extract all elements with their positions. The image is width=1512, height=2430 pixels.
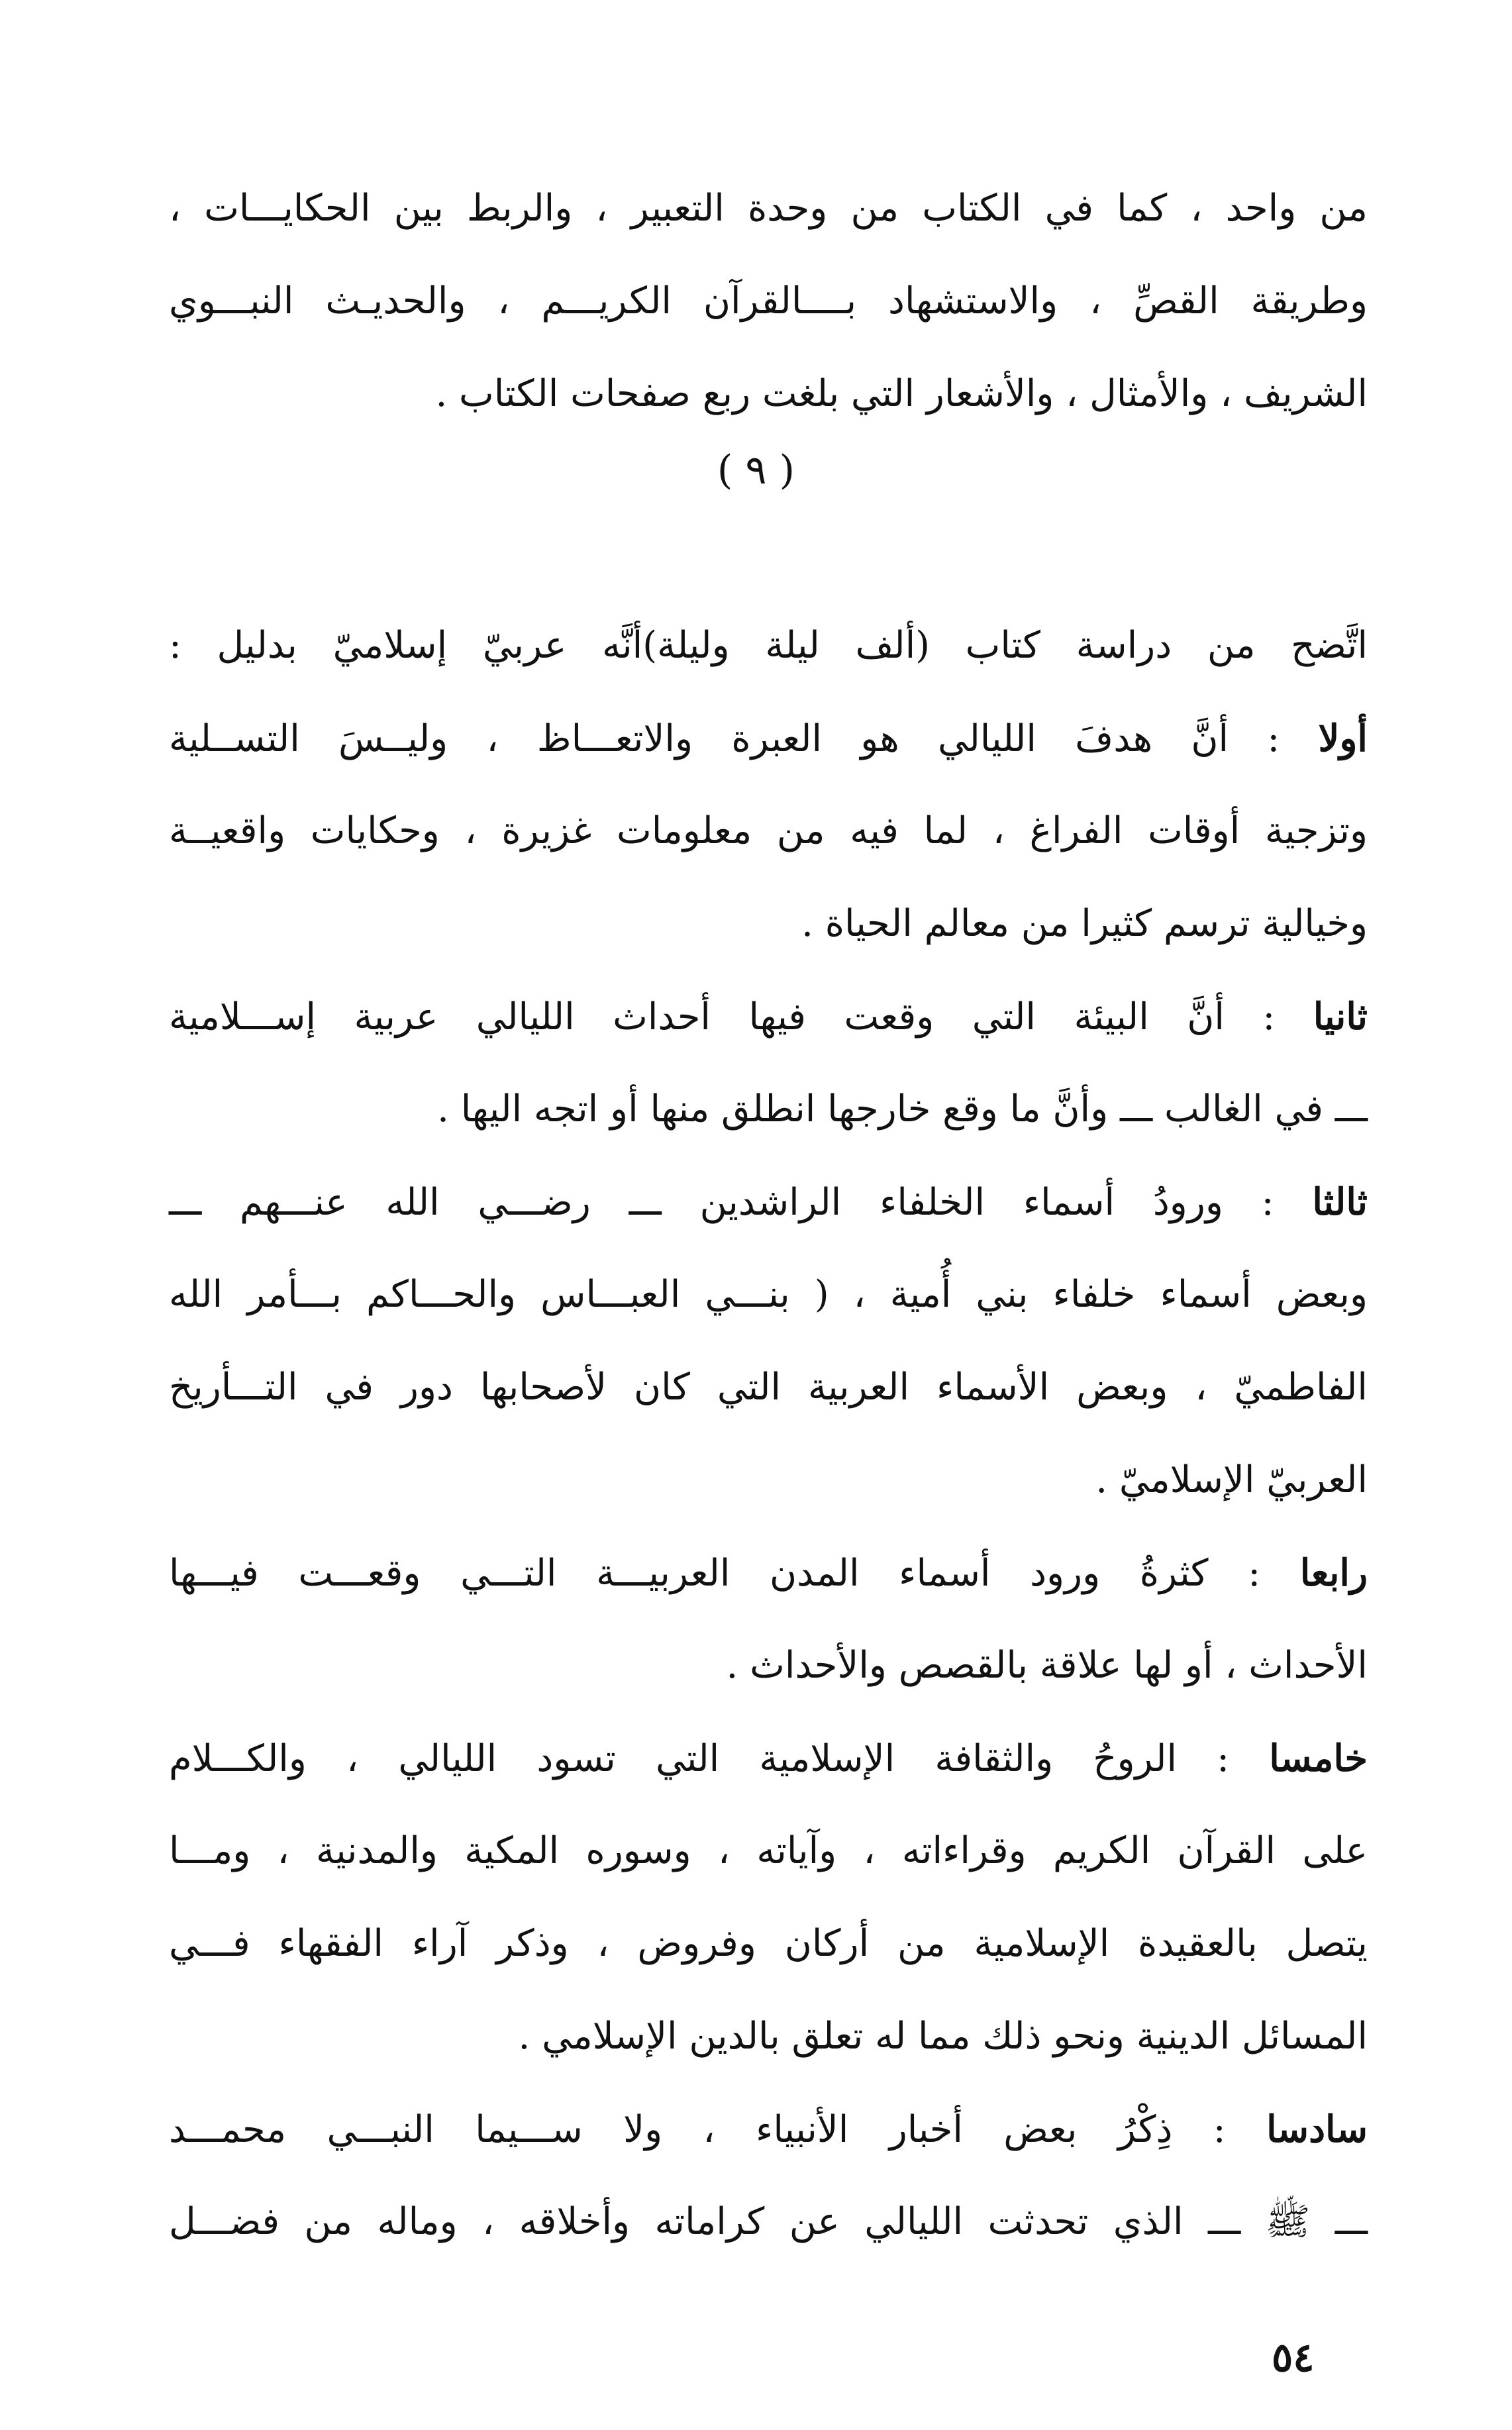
point-line (169, 1527, 1368, 1619)
point-text: : ذِكْرُ بعض أخبار الأنبياء ، ولا ســـيما النبـــي محمـــد (169, 2108, 1226, 2151)
point-line: الفاطميّ ، وبعض الأسماء العربية التي كان لأصحابها دور في التـــأريخ (169, 1366, 1368, 1409)
point-line: وتزجية أوقات الفراغ ، لما فيه من معلومات غزيرة ، وحكايات واقعيــة (169, 809, 1368, 852)
point-term: ثانيا (1313, 995, 1368, 1038)
point-line: وبعض أسماء خلفاء بني أُمية ، ( بنـــي العبـــاس والحـــاكم بـــأمر الله (169, 1273, 1368, 1316)
point-line: يتصل بالعقيدة الإسلامية من أركان وفروض ، وذكر آراء الفقهاء فـــي (169, 1922, 1368, 1965)
point-term: خامسا (1269, 1737, 1368, 1780)
text-line: الشريف ، والأمثال ، والأشعار التي بلغت ربع صفحات الكتاب . (435, 372, 1368, 415)
point-line: المسائل الدينية ونحو ذلك مما له تعلق بالدين الإسلامي . (518, 2015, 1368, 2058)
point-line: العربيّ الإسلاميّ . (1095, 1458, 1368, 1501)
opening-line: اتَّضح من دراسة كتاب (ألف ليلة وليلة)أنَّه عربيّ إسلاميّ بدليل : (169, 624, 1368, 667)
section-number: ( ٩ ) (717, 447, 795, 493)
point-line (169, 2083, 1368, 2176)
point-text: : الروحُ والثقافة الإسلامية التي تسود الليالي ، والكـــلام (169, 1737, 1230, 1780)
main-body (169, 599, 1368, 2268)
text-line: وطريقة القصِّ ، والاستشهاد بــــالقرآن الكريـــم ، والحديـث النبـــوي (169, 279, 1368, 323)
point-text: : ورودُ أسماء الخلفاء الراشدين ـــ رضـــي الله عنـــهم ـــ (169, 1181, 1274, 1224)
point-line: وخيالية ترسم كثيرا من معالم الحياة . (801, 902, 1368, 945)
point-line: الأحداث ، أو لها علاقة بالقصص والأحداث . (726, 1644, 1368, 1687)
point-line (169, 970, 1368, 1063)
point-term: رابعا (1299, 1551, 1368, 1595)
point-line (169, 1712, 1368, 1805)
text-line: من واحد ، كما في الكتاب من وحدة التعبير ، والربط بين الحكايـــات ، (169, 187, 1368, 230)
page-number: ٥٤ (1272, 2335, 1315, 2381)
point-line: على القرآن الكريم وقراءاته ، وآياته ، وسوره المكية والمدنية ، ومـــا (169, 1829, 1368, 1872)
point-text: : أنَّ هدفَ الليالي هو العبرة والاتعـــاظ ، وليــسَ التســلية (169, 717, 1280, 760)
intro-paragraph (169, 162, 1368, 440)
point-term: أولا (1318, 717, 1368, 760)
point-line: ـــ ﷺ ـــ الذي تحدثت الليالي عن كراماته وأخلاقه ، وماله من فضـــل (169, 2200, 1368, 2243)
point-line: ـــ في الغالب ـــ وأنَّ ما وقع خارجها انطلق منها أو اتجه اليها . (437, 1088, 1368, 1131)
point-text: : أنَّ البيئة التي وقعت فيها أحداث الليالي عربية إســـلامية (169, 995, 1276, 1038)
point-text: : كثرةُ ورود أسماء المدن العربيـــة التـــي وقعـــت فيـــها (169, 1552, 1261, 1595)
point-line (169, 692, 1368, 785)
point-term: ثالثا (1312, 1180, 1368, 1224)
point-term: سادسا (1266, 2107, 1368, 2151)
point-line (169, 1156, 1368, 1248)
